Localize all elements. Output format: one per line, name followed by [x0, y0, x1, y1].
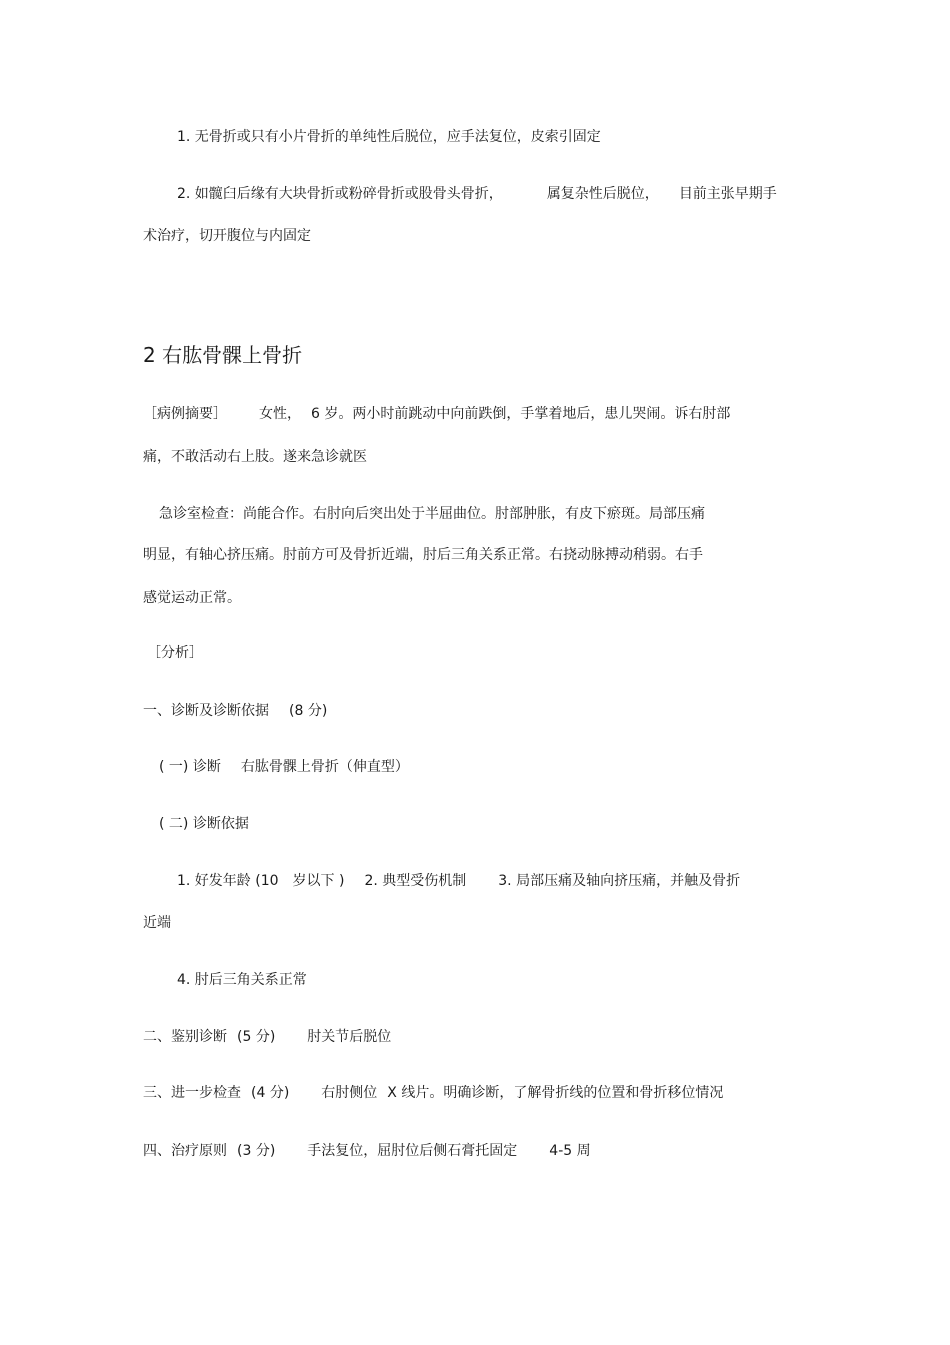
- summary-age: 6 岁。两小时前跳动中向前跌倒，手掌着地后，患儿哭闹。诉右肘部: [311, 406, 731, 422]
- basis-item-3-cont: 近端: [143, 915, 171, 931]
- prev-item-2-part3: 目前主张早期手: [678, 186, 777, 202]
- diagnosis-value: 右肱骨髁上骨折（伸直型）: [240, 759, 409, 775]
- section-3: [143, 1084, 723, 1102]
- case-title: [143, 342, 302, 368]
- case-title-text: 2 右肱骨髁上骨折: [143, 343, 303, 367]
- prev-item-2-cont-text: 术治疗，切开腹位与内固定: [143, 228, 311, 244]
- prev-item-1: [177, 128, 601, 146]
- section-2-value: 肘关节后脱位: [307, 1029, 392, 1045]
- section-2: [143, 1028, 391, 1046]
- exam-line-3-text: 感觉运动正常。: [143, 590, 241, 606]
- prev-item-2: [177, 185, 777, 203]
- section-3-value-2: X 线片。明确诊断，了解骨折线的位置和骨折移位情况: [387, 1085, 724, 1101]
- basis-line-1-cont: [143, 914, 171, 932]
- prev-item-2-part2: 属复杂性后脱位，: [546, 186, 659, 202]
- summary-gender: 女性，: [259, 406, 301, 422]
- section-3-title: 三、进一步检查: [143, 1085, 241, 1101]
- basis-item-2: 2. 典型受伤机制: [364, 873, 467, 889]
- exam-line-3: [143, 589, 241, 607]
- summary-label: ［病例摘要］: [143, 406, 227, 422]
- basis-item-1: 1. 好发年龄 (10 岁以下 ): [177, 873, 345, 889]
- basis-line-4: [177, 971, 307, 989]
- section-4-duration: 4-5 周: [549, 1143, 591, 1159]
- basis-label-text: ( 二) 诊断依据: [159, 816, 249, 832]
- case-summary-cont: [143, 448, 367, 466]
- section-4-value: 手法复位，屈肘位后侧石膏托固定: [307, 1143, 518, 1159]
- exam-line-1-text: 急诊室检查：尚能合作。右肘向后突出处于半屈曲位。肘部肿胀，有皮下瘀斑。局部压痛: [159, 506, 705, 522]
- section-1-title: [143, 702, 327, 720]
- section-1-diagnosis: [159, 758, 409, 776]
- section-1-basis-label: [159, 815, 249, 833]
- prev-item-2-cont: [143, 227, 311, 245]
- section-3-score: (4 分): [251, 1085, 290, 1101]
- section-2-score: (5 分): [237, 1029, 276, 1045]
- prev-item-2-part1: 2. 如髋臼后缘有大块骨折或粉碎骨折或股骨头骨折，: [177, 186, 503, 202]
- exam-line-1: [159, 505, 705, 523]
- section-1-score: (8 分): [289, 703, 328, 719]
- analysis-label-text: ［分析］: [147, 645, 203, 661]
- section-1-title-text: 一、诊断及诊断依据: [143, 703, 269, 719]
- section-4-score: (3 分): [237, 1143, 276, 1159]
- summary-cont-text: 痛，不敢活动右上肢。遂来急诊就医: [143, 449, 367, 465]
- basis-item-4: 4. 肘后三角关系正常: [177, 972, 307, 988]
- exam-line-2: [143, 546, 703, 564]
- exam-line-2-text: 明显，有轴心挤压痛。肘前方可及骨折近端，肘后三角关系正常。右挠动脉搏动稍弱。右手: [143, 547, 703, 563]
- basis-line-1: [177, 872, 740, 890]
- basis-item-3: 3. 局部压痛及轴向挤压痛，并触及骨折: [498, 873, 741, 889]
- prev-item-1-text: 1. 无骨折或只有小片骨折的单纯性后脱位，应手法复位，皮索引固定: [177, 129, 601, 145]
- section-4-title: 四、治疗原则: [143, 1143, 227, 1159]
- case-summary: [143, 405, 730, 423]
- section-4: [143, 1142, 591, 1160]
- diagnosis-label: ( 一) 诊断: [159, 759, 221, 775]
- analysis-label: [147, 644, 203, 662]
- section-3-value-1: 右肘侧位: [321, 1085, 378, 1101]
- section-2-title: 二、鉴别诊断: [143, 1029, 227, 1045]
